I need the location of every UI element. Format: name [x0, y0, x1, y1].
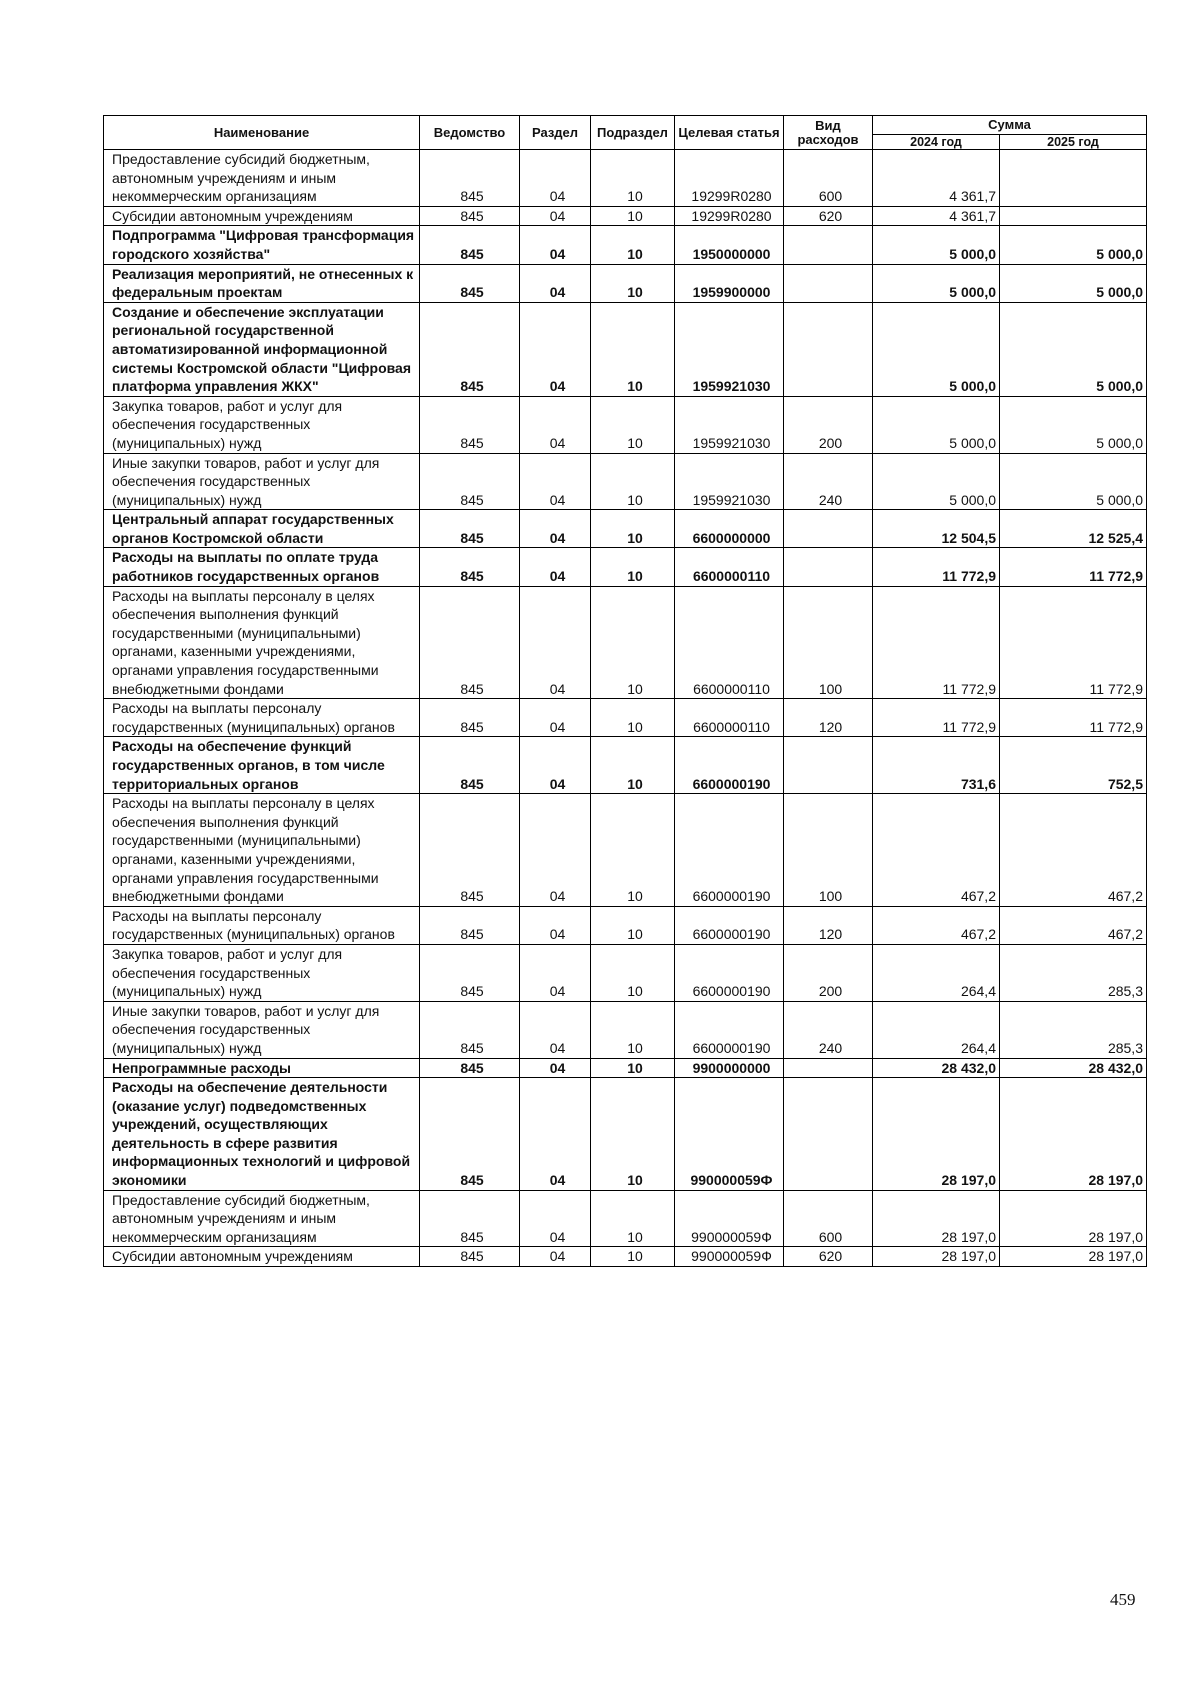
- cell-name: Иные закупки товаров, работ и услуг для обеспечения государственных (муниципальных) нужд: [104, 1001, 420, 1058]
- cell-dept: 845: [420, 548, 520, 586]
- cell-section: 04: [520, 794, 591, 907]
- cell-target: 1950000000: [675, 226, 784, 264]
- col-header-2025: 2025 год: [1000, 135, 1147, 150]
- cell-section: 04: [520, 737, 591, 794]
- cell-y2024: 5 000,0: [873, 302, 1000, 396]
- cell-name: Расходы на выплаты персоналу государственных (муниципальных) органов: [104, 699, 420, 737]
- cell-y2025: 5 000,0: [1000, 264, 1147, 302]
- cell-dept: 845: [420, 226, 520, 264]
- cell-section: 04: [520, 1190, 591, 1247]
- cell-subsection: 10: [591, 737, 675, 794]
- table-row: [104, 906, 1147, 944]
- cell-exptype: 600: [784, 1190, 873, 1247]
- cell-dept: 845: [420, 206, 520, 226]
- cell-y2025: 28 197,0: [1000, 1190, 1147, 1247]
- cell-y2024: 11 772,9: [873, 699, 1000, 737]
- cell-y2024: 4 361,7: [873, 206, 1000, 226]
- cell-y2025: 285,3: [1000, 944, 1147, 1001]
- cell-dept: 845: [420, 302, 520, 396]
- cell-name: Создание и обеспечение эксплуатации региональной государственной автоматизированной информационной системы Костромской области "Цифровая платформа управления ЖКХ": [104, 302, 420, 396]
- cell-y2024: 5 000,0: [873, 453, 1000, 510]
- col-header-target: Целевая статья: [675, 116, 784, 150]
- cell-target: 6600000190: [675, 906, 784, 944]
- cell-exptype: 200: [784, 396, 873, 453]
- cell-target: 990000059Ф: [675, 1247, 784, 1267]
- table-row: [104, 737, 1147, 794]
- cell-y2025: 5 000,0: [1000, 302, 1147, 396]
- cell-y2025: 28 197,0: [1000, 1247, 1147, 1267]
- cell-section: 04: [520, 264, 591, 302]
- cell-dept: 845: [420, 906, 520, 944]
- cell-name: Предоставление субсидий бюджетным, автономным учреждениям и иным некоммерческим организациям: [104, 150, 420, 207]
- cell-target: 6600000190: [675, 737, 784, 794]
- cell-section: 04: [520, 548, 591, 586]
- cell-exptype: 100: [784, 794, 873, 907]
- cell-subsection: 10: [591, 1247, 675, 1267]
- cell-subsection: 10: [591, 1190, 675, 1247]
- cell-y2024: 4 361,7: [873, 150, 1000, 207]
- cell-name: Расходы на выплаты персоналу в целях обеспечения выполнения функций государственными (муниципальными) органами, казенными учреждениями, органами управления государственными внебюджетными фондами: [104, 586, 420, 699]
- budget-table: [103, 115, 1147, 1267]
- cell-section: 04: [520, 396, 591, 453]
- cell-dept: 845: [420, 264, 520, 302]
- cell-y2025: 467,2: [1000, 906, 1147, 944]
- cell-dept: 845: [420, 1190, 520, 1247]
- col-header-2024: 2024 год: [873, 135, 1000, 150]
- cell-y2025: [1000, 150, 1147, 207]
- cell-subsection: 10: [591, 453, 675, 510]
- cell-name: Расходы на обеспечение функций государственных органов, в том числе территориальных органов: [104, 737, 420, 794]
- cell-name: Предоставление субсидий бюджетным, автономным учреждениям и иным некоммерческим организациям: [104, 1190, 420, 1247]
- cell-dept: 845: [420, 1058, 520, 1078]
- cell-exptype: [784, 1058, 873, 1078]
- cell-y2024: 11 772,9: [873, 586, 1000, 699]
- cell-y2025: [1000, 206, 1147, 226]
- cell-y2024: 731,6: [873, 737, 1000, 794]
- cell-target: 1959921030: [675, 453, 784, 510]
- cell-target: 1959921030: [675, 396, 784, 453]
- cell-section: 04: [520, 1058, 591, 1078]
- cell-exptype: 200: [784, 944, 873, 1001]
- cell-name: Реализация мероприятий, не отнесенных к федеральным проектам: [104, 264, 420, 302]
- cell-subsection: 10: [591, 206, 675, 226]
- cell-section: 04: [520, 510, 591, 548]
- cell-y2024: 264,4: [873, 1001, 1000, 1058]
- cell-subsection: 10: [591, 264, 675, 302]
- table-row: [104, 586, 1147, 699]
- cell-target: 1959900000: [675, 264, 784, 302]
- cell-section: 04: [520, 1001, 591, 1058]
- cell-y2024: 28 432,0: [873, 1058, 1000, 1078]
- cell-subsection: 10: [591, 586, 675, 699]
- cell-section: 04: [520, 206, 591, 226]
- cell-dept: 845: [420, 586, 520, 699]
- cell-subsection: 10: [591, 944, 675, 1001]
- table-row: [104, 1190, 1147, 1247]
- cell-section: 04: [520, 453, 591, 510]
- cell-y2025: 28 197,0: [1000, 1078, 1147, 1191]
- table-row: [104, 302, 1147, 396]
- table-body: [104, 150, 1147, 1267]
- cell-section: 04: [520, 1078, 591, 1191]
- cell-exptype: [784, 737, 873, 794]
- cell-exptype: 120: [784, 906, 873, 944]
- cell-target: 990000059Ф: [675, 1190, 784, 1247]
- cell-section: 04: [520, 586, 591, 699]
- cell-dept: 845: [420, 794, 520, 907]
- cell-y2025: 12 525,4: [1000, 510, 1147, 548]
- col-header-name: Наименование: [104, 116, 420, 150]
- cell-name: Субсидии автономным учреждениям: [104, 206, 420, 226]
- table-row: [104, 453, 1147, 510]
- table-row: [104, 548, 1147, 586]
- table-row: [104, 264, 1147, 302]
- cell-name: Иные закупки товаров, работ и услуг для обеспечения государственных (муниципальных) нужд: [104, 453, 420, 510]
- table-row: [104, 396, 1147, 453]
- cell-y2025: 11 772,9: [1000, 586, 1147, 699]
- cell-y2025: 467,2: [1000, 794, 1147, 907]
- cell-dept: 845: [420, 1247, 520, 1267]
- cell-y2024: 467,2: [873, 906, 1000, 944]
- cell-exptype: 120: [784, 699, 873, 737]
- cell-y2024: 28 197,0: [873, 1247, 1000, 1267]
- cell-exptype: 100: [784, 586, 873, 699]
- cell-y2024: 5 000,0: [873, 226, 1000, 264]
- cell-subsection: 10: [591, 1078, 675, 1191]
- table-row: [104, 206, 1147, 226]
- cell-subsection: 10: [591, 548, 675, 586]
- cell-y2024: 264,4: [873, 944, 1000, 1001]
- cell-y2025: 11 772,9: [1000, 548, 1147, 586]
- cell-name: Субсидии автономным учреждениям: [104, 1247, 420, 1267]
- table-row: [104, 1058, 1147, 1078]
- cell-dept: 845: [420, 1078, 520, 1191]
- table-row: [104, 1001, 1147, 1058]
- cell-subsection: 10: [591, 150, 675, 207]
- cell-y2025: 5 000,0: [1000, 226, 1147, 264]
- cell-exptype: [784, 548, 873, 586]
- cell-target: 6600000110: [675, 699, 784, 737]
- col-header-dept: Ведомство: [420, 116, 520, 150]
- cell-subsection: 10: [591, 1001, 675, 1058]
- table-row: [104, 1247, 1147, 1267]
- cell-target: 990000059Ф: [675, 1078, 784, 1191]
- cell-name: Закупка товаров, работ и услуг для обеспечения государственных (муниципальных) нужд: [104, 396, 420, 453]
- cell-subsection: 10: [591, 906, 675, 944]
- cell-target: 19299R0280: [675, 150, 784, 207]
- cell-name: Центральный аппарат государственных органов Костромской области: [104, 510, 420, 548]
- cell-section: 04: [520, 906, 591, 944]
- cell-y2024: 467,2: [873, 794, 1000, 907]
- cell-target: 6600000110: [675, 548, 784, 586]
- table-header: [104, 116, 1147, 150]
- cell-y2024: 11 772,9: [873, 548, 1000, 586]
- cell-target: 6600000000: [675, 510, 784, 548]
- cell-subsection: 10: [591, 302, 675, 396]
- cell-exptype: [784, 510, 873, 548]
- cell-dept: 845: [420, 510, 520, 548]
- cell-exptype: 620: [784, 206, 873, 226]
- cell-y2025: 5 000,0: [1000, 453, 1147, 510]
- cell-target: 9900000000: [675, 1058, 784, 1078]
- cell-target: 1959921030: [675, 302, 784, 396]
- cell-subsection: 10: [591, 510, 675, 548]
- cell-section: 04: [520, 1247, 591, 1267]
- cell-dept: 845: [420, 453, 520, 510]
- cell-target: 6600000190: [675, 1001, 784, 1058]
- cell-y2024: 12 504,5: [873, 510, 1000, 548]
- cell-exptype: [784, 302, 873, 396]
- cell-dept: 845: [420, 944, 520, 1001]
- page-number: 459: [1110, 1590, 1136, 1609]
- cell-dept: 845: [420, 396, 520, 453]
- cell-exptype: 240: [784, 453, 873, 510]
- cell-name: Закупка товаров, работ и услуг для обеспечения государственных (муниципальных) нужд: [104, 944, 420, 1001]
- cell-name: Расходы на выплаты по оплате труда работников государственных органов: [104, 548, 420, 586]
- cell-name: Непрограммные расходы: [104, 1058, 420, 1078]
- cell-subsection: 10: [591, 226, 675, 264]
- cell-dept: 845: [420, 737, 520, 794]
- cell-y2025: 11 772,9: [1000, 699, 1147, 737]
- col-header-exptype: Вид расходов: [784, 116, 873, 150]
- cell-y2025: 752,5: [1000, 737, 1147, 794]
- cell-y2024: 28 197,0: [873, 1190, 1000, 1247]
- cell-exptype: 240: [784, 1001, 873, 1058]
- col-header-sum: Сумма: [873, 116, 1147, 135]
- cell-y2024: 5 000,0: [873, 264, 1000, 302]
- cell-subsection: 10: [591, 1058, 675, 1078]
- table-row: [104, 1078, 1147, 1191]
- table-row: [104, 944, 1147, 1001]
- cell-section: 04: [520, 226, 591, 264]
- cell-subsection: 10: [591, 396, 675, 453]
- table-row: [104, 226, 1147, 264]
- cell-y2024: 5 000,0: [873, 396, 1000, 453]
- cell-y2025: 285,3: [1000, 1001, 1147, 1058]
- cell-dept: 845: [420, 150, 520, 207]
- cell-subsection: 10: [591, 699, 675, 737]
- cell-y2025: 28 432,0: [1000, 1058, 1147, 1078]
- cell-exptype: 600: [784, 150, 873, 207]
- cell-y2024: 28 197,0: [873, 1078, 1000, 1191]
- cell-dept: 845: [420, 699, 520, 737]
- cell-section: 04: [520, 944, 591, 1001]
- cell-subsection: 10: [591, 794, 675, 907]
- cell-name: Подпрограмма "Цифровая трансформация городского хозяйства": [104, 226, 420, 264]
- cell-section: 04: [520, 150, 591, 207]
- cell-target: 19299R0280: [675, 206, 784, 226]
- cell-exptype: [784, 264, 873, 302]
- col-header-subsection: Подраздел: [591, 116, 675, 150]
- cell-section: 04: [520, 302, 591, 396]
- table-row: [104, 794, 1147, 907]
- cell-y2025: 5 000,0: [1000, 396, 1147, 453]
- cell-name: Расходы на выплаты персоналу в целях обеспечения выполнения функций государственными (муниципальными) органами, казенными учреждениями, органами управления государственными внебюджетными фондами: [104, 794, 420, 907]
- cell-target: 6600000110: [675, 586, 784, 699]
- cell-target: 6600000190: [675, 794, 784, 907]
- col-header-section: Раздел: [520, 116, 591, 150]
- cell-name: Расходы на обеспечение деятельности (оказание услуг) подведомственных учреждений, осуществляющих деятельность в сфере развития информационных технологий и цифровой экономики: [104, 1078, 420, 1191]
- cell-target: 6600000190: [675, 944, 784, 1001]
- cell-exptype: [784, 226, 873, 264]
- cell-name: Расходы на выплаты персоналу государственных (муниципальных) органов: [104, 906, 420, 944]
- table-row: [104, 699, 1147, 737]
- cell-exptype: 620: [784, 1247, 873, 1267]
- table-row: [104, 510, 1147, 548]
- cell-dept: 845: [420, 1001, 520, 1058]
- cell-section: 04: [520, 699, 591, 737]
- table-row: [104, 150, 1147, 207]
- cell-exptype: [784, 1078, 873, 1191]
